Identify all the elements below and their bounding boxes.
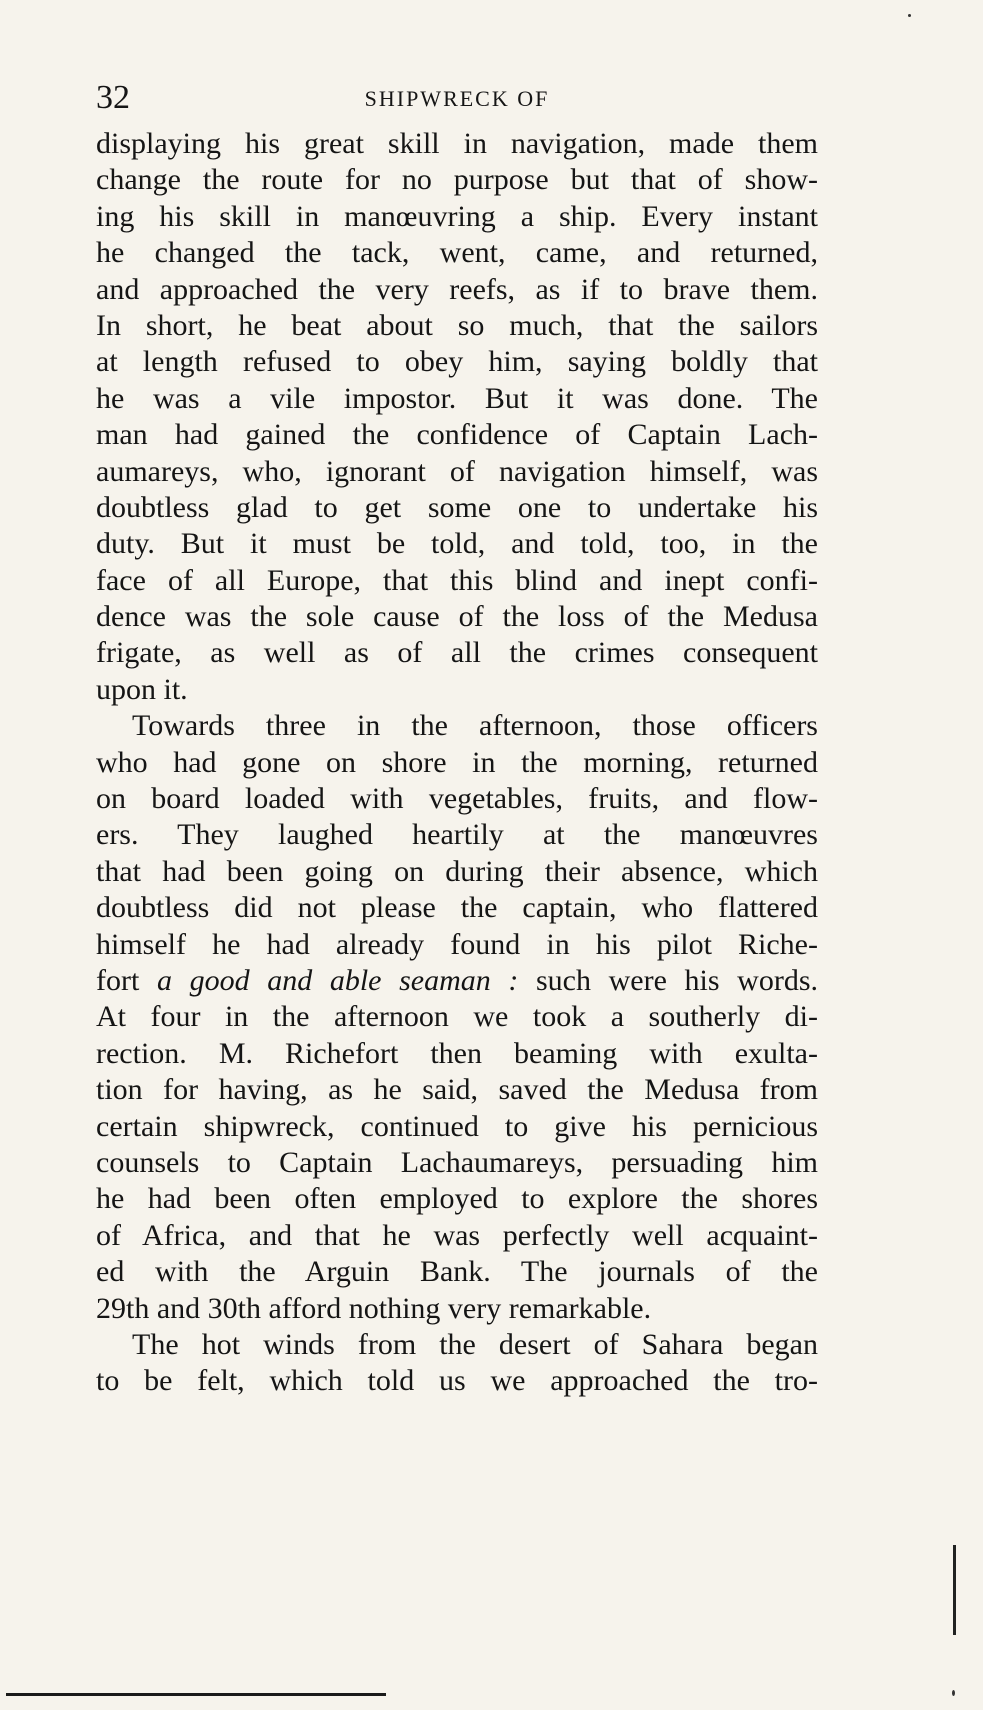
ink-speck [952,1690,955,1696]
page-edge-mark [953,1545,956,1635]
text-line: change the route for no purpose but that of show- [96,163,818,197]
text-line: himself he had already found in his pilot Riche- [96,927,818,961]
text-line: to be felt, which told us we approached the tro- [96,1364,818,1398]
text-line: aumareys, who, ignorant of navigation himself, was [96,454,818,488]
text-line: doubtless glad to get some one to undertake his [96,490,818,524]
text-line: In short, he beat about so much, that the sailors [96,308,818,342]
page-number: 32 [96,79,130,116]
text-line: upon it. [96,672,188,706]
text-line: he was a vile impostor. But it was done. The [96,381,818,415]
text-line: displaying his great skill in navigation, made them [96,127,818,160]
text-line-with-italic [96,963,818,999]
text-line: counsels to Captain Lachaumareys, persuading him [96,1145,818,1179]
text-line: At four in the afternoon we took a southerly di- [96,1000,818,1034]
text-line: on board loaded with vegetables, fruits, and flow- [96,782,818,816]
text-line: frigate, as well as of all the crimes consequent [96,636,818,670]
text-line: man had gained the confidence of Captain Lach- [96,418,818,452]
paragraph-start-line: Towards three in the afternoon, those officers [132,709,818,743]
text-fragment: fort [96,963,140,997]
text-line: ed with the Arguin Bank. The journals of the [96,1255,818,1289]
text-line: ing his skill in manœuvring a ship. Every instant [96,199,818,233]
text-line: rection. M. Richefort then beaming with exulta- [96,1036,818,1070]
paragraph-start-line: The hot winds from the desert of Sahara began [132,1327,818,1361]
text-line: doubtless did not please the captain, who flattered [96,891,818,925]
text-line: duty. But it must be told, and told, too, in the [96,527,818,561]
text-fragment: such were his words. [536,963,818,997]
text-line: who had gone on shore in the morning, returned [96,745,818,779]
text-line: dence was the sole cause of the loss of the Medusa [96,600,818,634]
text-line: face of all Europe, that this blind and inept confi- [96,563,818,597]
body-text [96,126,818,1400]
ink-speck [908,14,911,17]
page-header [96,78,818,118]
text-line: he changed the tack, went, came, and returned, [96,236,818,270]
text-line: of Africa, and that he was perfectly well acquaint- [96,1218,818,1252]
bottom-rule [6,1693,386,1696]
text-line: certain shipwreck, continued to give his pernicious [96,1109,818,1143]
text-line: he had been often employed to explore the shores [96,1182,818,1216]
text-line: 29th and 30th afford nothing very remarkable. [96,1291,652,1325]
text-line: at length refused to obey him, saying boldly that [96,345,818,379]
italic-quote: a good and able seaman : [156,963,519,997]
text-line: ers. They laughed heartily at the manœuvres [96,818,818,852]
running-title: SHIPWRECK OF [364,86,550,111]
text-line: and approached the very reefs, as if to brave them. [96,272,818,306]
text-line: that had been going on during their absence, which [96,854,818,888]
text-line: tion for having, as he said, saved the Medusa from [96,1073,818,1107]
